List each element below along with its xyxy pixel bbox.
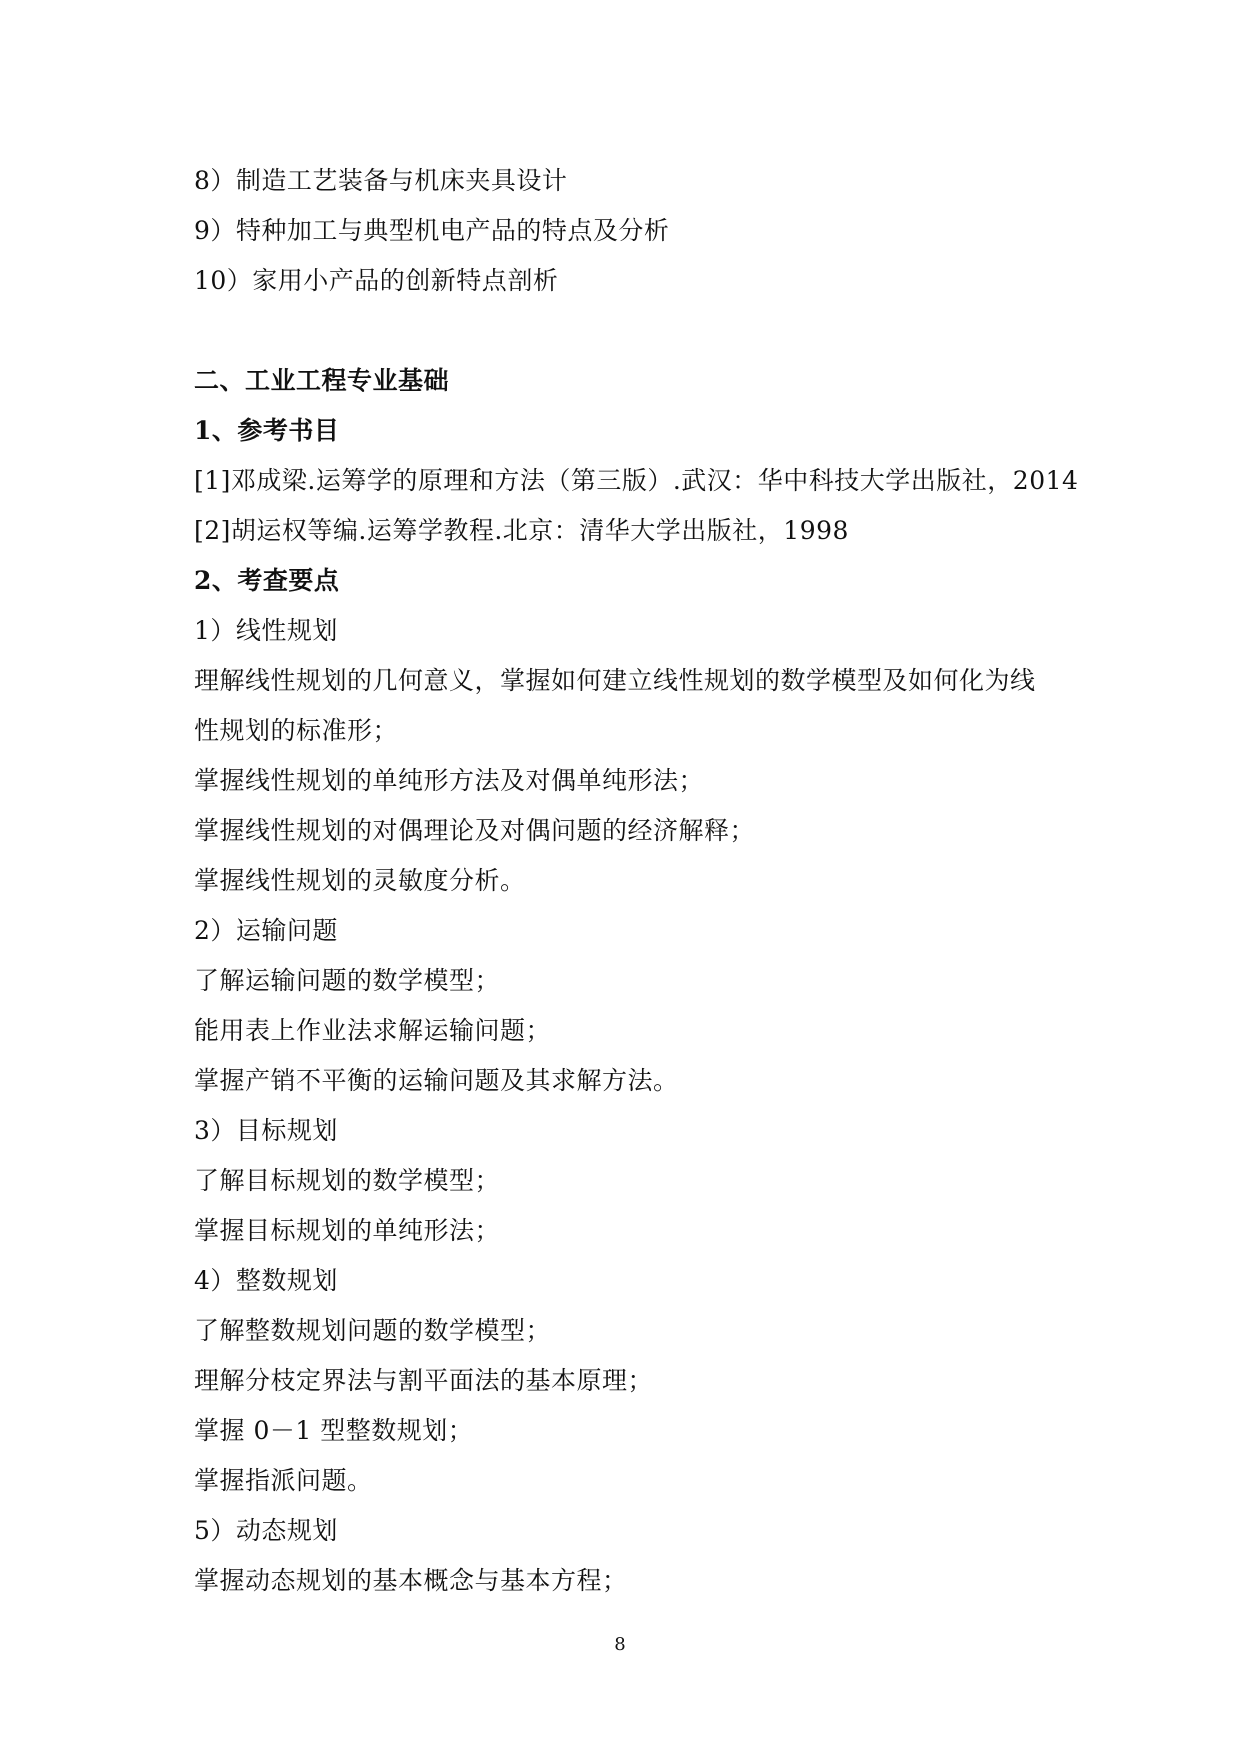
topic-heading-linear-programming: 1）线性规划 — [194, 616, 338, 645]
page-number: 8 — [614, 1634, 626, 1655]
paragraph-line: 掌握线性规划的灵敏度分析。 — [194, 866, 526, 895]
topic-heading-transportation: 2）运输问题 — [194, 916, 338, 945]
section-heading: 二、工业工程专业基础 — [194, 366, 450, 395]
paragraph-line: 了解整数规划问题的数学模型； — [194, 1316, 552, 1345]
paragraph-line: 了解目标规划的数学模型； — [194, 1166, 501, 1195]
topic-heading-dynamic-programming: 5）动态规划 — [194, 1516, 338, 1545]
reference-item-2: [2]胡运权等编.运筹学教程.北京：清华大学出版社，1998 — [194, 516, 849, 545]
paragraph-line: 掌握指派问题。 — [194, 1466, 373, 1495]
paragraph-line: 了解运输问题的数学模型； — [194, 966, 501, 995]
paragraph-line: 掌握动态规划的基本概念与基本方程； — [194, 1566, 628, 1595]
paragraph-line: 能用表上作业法求解运输问题； — [194, 1016, 552, 1045]
paragraph-line: 理解分枝定界法与割平面法的基本原理； — [194, 1366, 654, 1395]
paragraph-line: 掌握线性规划的单纯形方法及对偶单纯形法； — [194, 766, 705, 795]
paragraph-line: 掌握目标规划的单纯形法； — [194, 1216, 501, 1245]
paragraph-line: 掌握线性规划的对偶理论及对偶问题的经济解释； — [194, 816, 756, 845]
topic-heading-goal-programming: 3）目标规划 — [194, 1116, 338, 1145]
paragraph-line: 理解线性规划的几何意义，掌握如何建立线性规划的数学模型及如何化为线 — [194, 666, 1036, 695]
list-item-10: 10）家用小产品的创新特点剖析 — [194, 266, 559, 295]
paragraph-line: 掌握产销不平衡的运输问题及其求解方法。 — [194, 1066, 679, 1095]
subsection-heading-references: 1、参考书目 — [194, 416, 340, 445]
list-item-8: 8）制造工艺装备与机床夹具设计 — [194, 166, 568, 195]
reference-item-1: [1]邓成梁.运筹学的原理和方法（第三版）.武汉：华中科技大学出版社，2014 — [194, 466, 1079, 495]
topic-heading-integer-programming: 4）整数规划 — [194, 1266, 338, 1295]
subsection-heading-key-points: 2、考查要点 — [194, 566, 340, 595]
paragraph-line: 掌握 0－1 型整数规划； — [194, 1416, 474, 1445]
paragraph-line: 性规划的标准形； — [194, 716, 399, 745]
list-item-9: 9）特种加工与典型机电产品的特点及分析 — [194, 216, 670, 245]
